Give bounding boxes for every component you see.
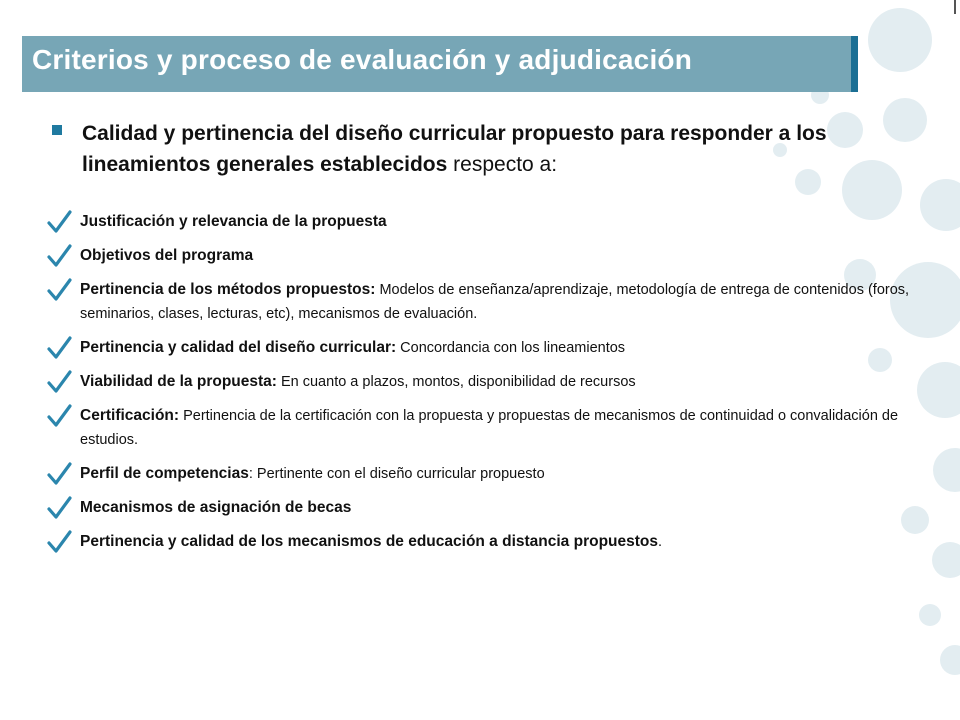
item-title: Pertinencia y calidad del diseño curricular:: [80, 339, 397, 356]
item-description: .: [658, 534, 663, 550]
list-item: [46, 462, 930, 486]
item-title: Certificación:: [80, 407, 180, 424]
list-item: [46, 496, 930, 520]
checkmark-icon: [46, 278, 72, 304]
item-title: Pertinencia y calidad de los mecanismos de educación a distancia propuestos: [80, 533, 659, 550]
lead-bold-text: Calidad y pertinencia del diseño curricular propuesto para responder a los lineamientos generales establecidos: [82, 122, 827, 176]
checkmark-icon: [46, 496, 72, 522]
item-title: Objetivos del programa: [80, 247, 254, 264]
checkmark-icon: [46, 370, 72, 396]
list-item: [46, 278, 930, 326]
item-description: Concordancia con los lineamientos: [396, 340, 626, 356]
item-title: Perfil de competencias: [80, 465, 249, 482]
lead-normal-text: respecto a:: [447, 153, 558, 176]
corner-mark: [954, 0, 956, 14]
list-item: [46, 370, 930, 394]
item-description: Pertinencia de la certificación con la propuesta y propuestas de mecanismos de continuidad o convalidación de estudios.: [80, 408, 899, 448]
checkmark-icon: [46, 210, 72, 236]
list-item: [46, 210, 930, 234]
item-title: Justificación y relevancia de la propuesta: [80, 213, 387, 230]
list-item: [46, 404, 930, 452]
item-description: En cuanto a plazos, montos, disponibilidad de recursos: [276, 374, 636, 390]
item-title: Mecanismos de asignación de becas: [80, 499, 352, 516]
checkmark-icon: [46, 462, 72, 488]
item-description: Modelos de enseñanza/aprendizaje, metodología de entrega de contenidos (foros, seminarios, clases, lecturas, etc), mecanismos de evaluación.: [80, 282, 910, 322]
criteria-list: [46, 210, 930, 554]
list-item: [46, 244, 930, 268]
checkmark-icon: [46, 530, 72, 556]
item-title: Viabilidad de la propuesta:: [80, 373, 277, 390]
checkmark-icon: [46, 404, 72, 430]
title-accent-bar: [851, 36, 858, 92]
list-item: [46, 530, 930, 554]
lead-bullet-paragraph: [48, 118, 878, 180]
item-title: Pertinencia de los métodos propuestos:: [80, 281, 376, 298]
lead-text: [82, 118, 878, 180]
checkmark-icon: [46, 244, 72, 270]
item-description: : Pertinente con el diseño curricular propuesto: [248, 466, 545, 482]
list-item: [46, 336, 930, 360]
checkmark-icon: [46, 336, 72, 362]
square-bullet-icon: [52, 125, 62, 135]
slide-title: Criterios y proceso de evaluación y adjudicación: [32, 44, 693, 75]
